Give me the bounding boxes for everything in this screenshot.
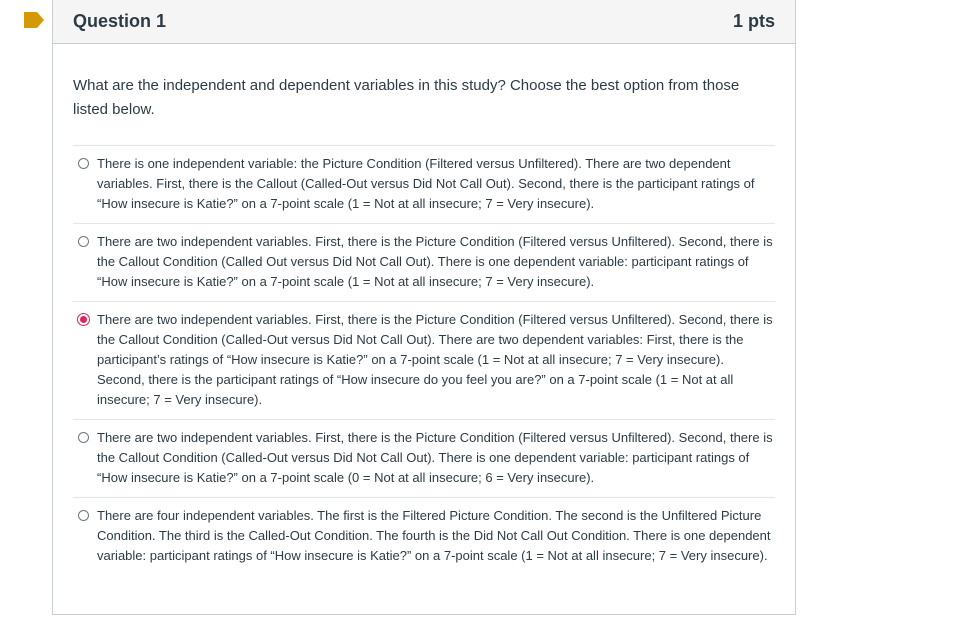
- answer-label: There are four independent variables. The first is the Filtered Picture Condition. The second is the Unfiltered Picture Condition. The third is the Called-Out Condition. The fourth is the Did Not Call Out Condition. There is one dependent variable: participant ratings of “How insecure is Katie?” on a 7-point scale (1 = Not at all insecure; 7 = Very insecure).: [97, 508, 771, 563]
- answer-label: There are two independent variables. First, there is the Picture Condition (Filtered versus Unfiltered). Second, there is the Callout Condition (Called-Out versus Did Not Call Out). There is one dependent variable: participant ratings of “How insecure is Katie?” on a 7-point scale (0 = Not at all insecure; 6 = Very insecure).: [97, 430, 773, 485]
- radio-button[interactable]: [78, 432, 89, 443]
- radio-button[interactable]: [78, 236, 89, 247]
- answer-option-1[interactable]: [73, 146, 775, 224]
- question-header: [53, 0, 795, 44]
- radio-button-selected[interactable]: [77, 313, 90, 326]
- question-card: [52, 0, 796, 615]
- radio-button[interactable]: [78, 510, 89, 521]
- answer-option-4[interactable]: [73, 420, 775, 498]
- flag-icon[interactable]: [24, 12, 44, 28]
- answer-option-5[interactable]: [73, 498, 775, 575]
- answer-option-2[interactable]: [73, 224, 775, 302]
- radio-button[interactable]: [78, 158, 89, 169]
- question-title: Question 1: [73, 11, 167, 31]
- question-body: [53, 44, 795, 575]
- answer-label: There are two independent variables. First, there is the Picture Condition (Filtered versus Unfiltered). Second, there is the Callout Condition (Called Out versus Did Not Call Out). There is one dependent variable: participant ratings of “How insecure is Katie?” on a 7-point scale (1 = Not at all insecure; 7 = Very insecure).: [97, 234, 773, 289]
- question-text: What are the independent and dependent variables in this study? Choose the best option from those listed below.: [73, 77, 740, 118]
- answer-label: There are two independent variables. First, there is the Picture Condition (Filtered versus Unfiltered). Second, there is the Callout Condition (Called-Out versus Did Not Call Out). There are two dependent variables: First, there is the participant’s ratings of “How insecure is Katie?” on a 7-point scale (1 = Not at all insecure; 7 = Very insecure). Second, there is the participant ratings of “How insecure do you feel you are?” on a 7-point scale (1 = Not at all insecure; 7 = Very insecure).: [97, 312, 773, 407]
- answer-list: [73, 145, 775, 575]
- answer-option-3[interactable]: [73, 302, 775, 420]
- question-points: 1 pts: [732, 11, 775, 31]
- answer-label: There is one independent variable: the Picture Condition (Filtered versus Unfiltered). There are two dependent variables. First, there is the Callout (Called-Out versus Did Not Call Out). Second, there is the participant ratings of “How insecure is Katie?” on a 7-point scale (1 = Not at all insecure; 7 = Very insecure).: [97, 156, 755, 211]
